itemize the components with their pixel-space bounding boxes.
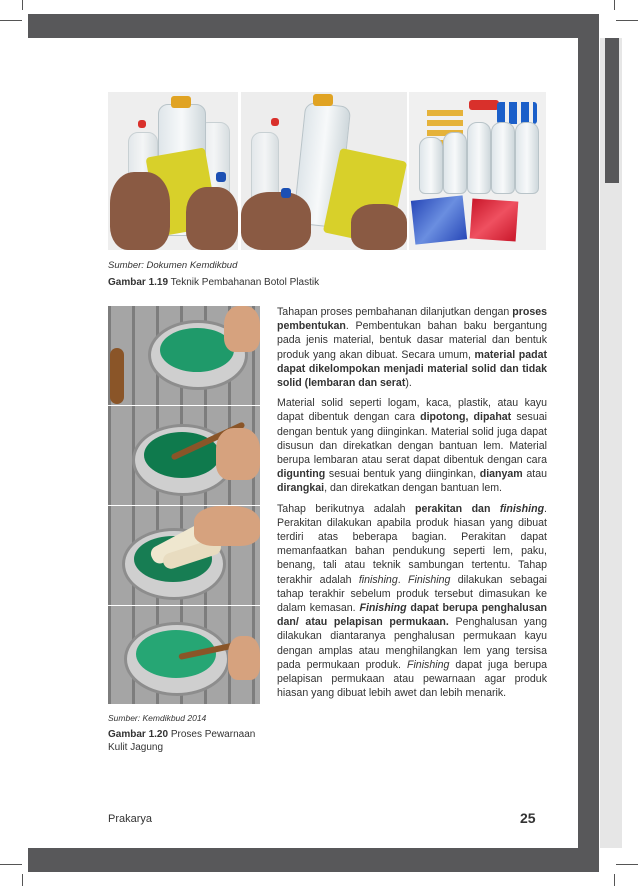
crop-mark-br-v xyxy=(614,874,615,886)
text-run: sesuai bentuk yang diinginkan, xyxy=(325,468,480,481)
bold-text-run: material padat dapat dikelompokan menjadi material solid dan tidak solid (lembaran dan serat xyxy=(277,348,547,390)
figure-1-20-caption xyxy=(108,728,258,754)
photo-dye-step-4 xyxy=(108,606,260,704)
bottle-cap xyxy=(313,94,333,106)
paragraph xyxy=(277,502,547,701)
figure-1-20-title: Proses Pewarnaan Kulit Jagung xyxy=(108,729,256,753)
crop-mark-br-h xyxy=(616,864,638,865)
figure-1-19-title: Teknik Pembahanan Botol Plastik xyxy=(170,277,320,288)
bold-text-run: dapat berupa penghalusan dan/ atau pelapisan permukaan. xyxy=(277,602,547,629)
hand xyxy=(228,636,260,680)
figure-1-20-label: Gambar 1.20 xyxy=(108,729,169,740)
red-cap xyxy=(138,120,146,128)
blue-cap xyxy=(216,172,226,182)
bold-text-run: digunting xyxy=(277,468,326,481)
photo-dye-step-1 xyxy=(108,306,260,405)
hand xyxy=(110,172,170,250)
text-run: dilakukan sebagai tahap terakhir sebelum produk tersebut dimasukan ke dalam kemasan. xyxy=(277,573,547,615)
text-run: Tahapan proses pembahanan dilanjutkan dengan xyxy=(277,306,513,318)
bold-text-run: perakitan dan xyxy=(415,502,500,515)
figure-1-19-photos xyxy=(108,92,546,250)
photo-bottle-label-removal xyxy=(108,92,238,250)
hand xyxy=(194,506,260,546)
crop-mark-bl-v xyxy=(22,874,23,886)
text-run: , dan direkatkan dengan bantuan lem. xyxy=(324,482,502,495)
figure-1-20-photos xyxy=(108,306,260,704)
red-cap xyxy=(271,118,279,126)
hand xyxy=(351,204,407,250)
crop-mark-tr-v xyxy=(614,0,615,10)
hand xyxy=(241,192,311,250)
body-text xyxy=(277,305,547,706)
page-frame-bottom-bar xyxy=(28,848,599,872)
bottle-shape xyxy=(443,132,467,194)
bold-italic-text-run: finishing xyxy=(499,502,545,515)
page-frame-top-bar xyxy=(28,14,599,38)
text-run: Penghalusan yang dilakukan diantaranya penghalusan permukaan kayu dengan amplas atau menghilangkan lem yang tersisa pada permukaan produk. xyxy=(277,616,547,671)
photo-dye-step-3 xyxy=(108,506,260,605)
paragraph xyxy=(277,396,547,495)
text-run: atau xyxy=(522,468,548,481)
red-label-sheets xyxy=(470,198,519,241)
hand xyxy=(224,306,260,352)
green-dye xyxy=(160,328,234,372)
footer-page-number: 25 xyxy=(520,810,536,826)
crop-mark-tr-h xyxy=(616,20,638,21)
crop-mark-tl-h xyxy=(0,20,22,21)
photo-dye-step-2 xyxy=(108,406,260,505)
bottle-shape xyxy=(419,137,443,194)
red-caps xyxy=(469,100,499,110)
figure-1-20-source: Sumber: Kemdikbud 2014 xyxy=(108,713,207,723)
figure-1-19-source: Sumber: Dokumen Kemdikbud xyxy=(108,260,238,271)
bottle-shape xyxy=(515,122,539,194)
wooden-spoon xyxy=(110,348,124,404)
bottle-shape xyxy=(467,122,491,194)
bold-italic-text-run: Finishing xyxy=(359,602,407,615)
text-run: Material solid seperti logam, kaca, plastik, atau kayu dapat dibentuk dengan cara xyxy=(277,397,547,424)
italic-text-run: finishing xyxy=(358,573,398,586)
text-run: . Pembentukan bahan baku bergantung pada jenis material, bentuk dasar material dan bentuk produk yang akan dibuat. Secara umum, xyxy=(277,320,547,361)
hand xyxy=(216,428,260,480)
blue-label-sheets xyxy=(411,195,467,244)
page-frame-right-tab xyxy=(605,38,619,183)
italic-text-run: Finishing xyxy=(406,658,450,671)
photo-bottle-cutting xyxy=(241,92,407,250)
crop-mark-tl-v xyxy=(22,0,23,10)
crop-mark-bl-h xyxy=(0,864,22,865)
figure-1-19-caption xyxy=(108,276,319,289)
figure-1-19-label: Gambar 1.19 xyxy=(108,277,169,288)
footer-book-title: Prakarya xyxy=(108,813,153,825)
text-run: sesuai dengan bentuk yang diinginkan. Material solid juga dapat disusun dan direkatkan dengan bantuan lem. Material berupa lembaran atau serat dapat dibentuk dengan cara xyxy=(277,411,547,467)
bottle-cap xyxy=(171,96,191,108)
page-frame-right-bar xyxy=(578,38,599,848)
blue-caps xyxy=(497,102,537,124)
text-run: . Perakitan dilakukan apabila produk hiasan yang dibuat terdiri atas beberapa bagian. Perakitan dapat memanfaatkan bahan pendukung seperti lem, paku, benang, tali atau teknik sambungan tertentu. Tahap terakhir adalah xyxy=(277,502,547,586)
bold-text-run: dirangkai xyxy=(277,482,325,495)
bold-text-run: proses pembentukan xyxy=(277,306,547,333)
blue-cap xyxy=(281,188,291,198)
photo-sorted-bottles xyxy=(409,92,546,250)
bottle-shape xyxy=(491,122,515,194)
bold-text-run: dipotong, dipahat xyxy=(420,411,512,424)
text-run: dapat juga berupa pelapisan permukaan atau pewarnaan agar produk hiasan yang dibuat lebih awet dan lebih menarik. xyxy=(277,658,547,700)
bold-text-run: dianyam xyxy=(479,468,523,481)
text-run: . xyxy=(397,573,409,586)
italic-text-run: Finishing xyxy=(408,573,451,586)
text-run: ). xyxy=(405,377,412,390)
text-run: Tahap berikutnya adalah xyxy=(277,502,415,515)
hand xyxy=(186,187,238,250)
paragraph xyxy=(277,305,547,390)
